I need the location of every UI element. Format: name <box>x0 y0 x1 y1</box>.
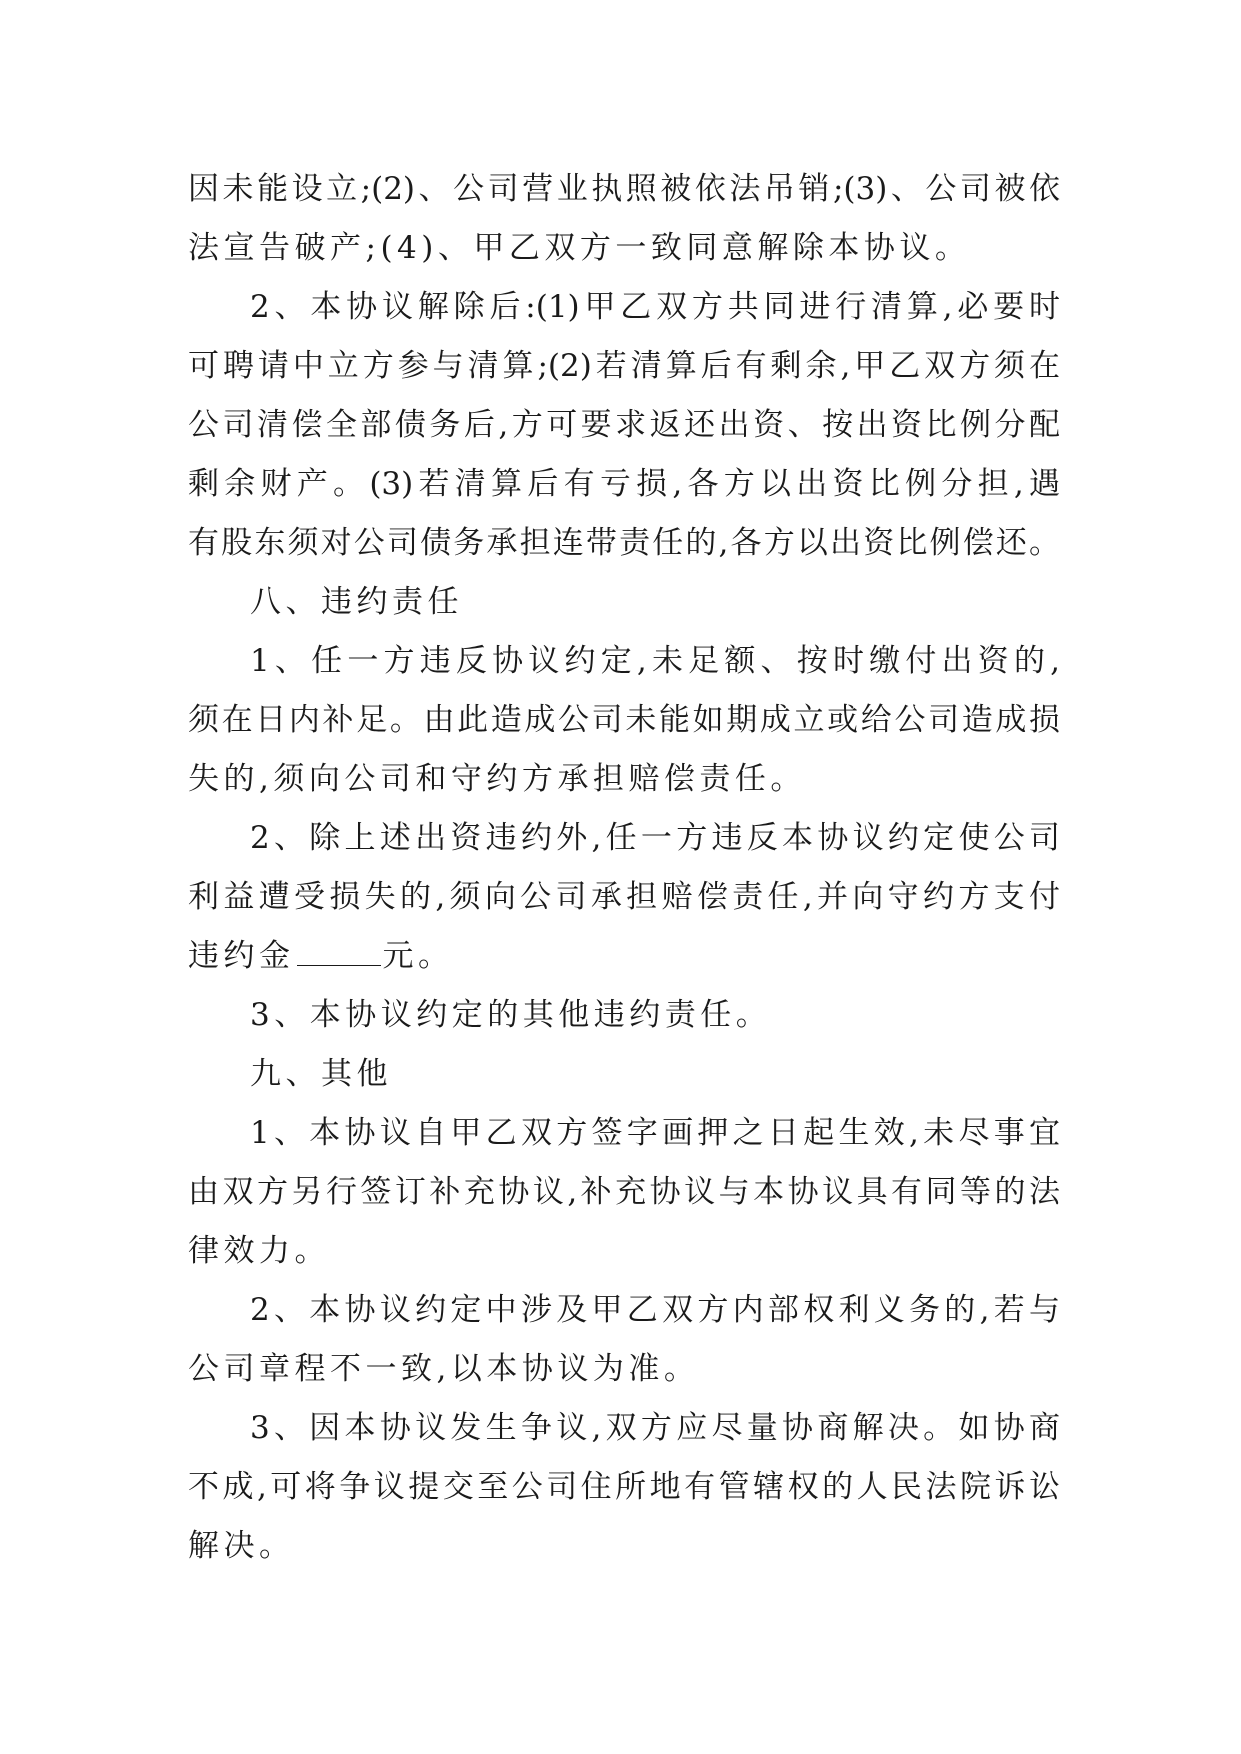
text-line: 由双方另行签订补充协议,补充协议与本协议具有同等的法 <box>188 1174 1060 1210</box>
text-line: 有股东须对公司债务承担连带责任的,各方以出资比例偿还。 <box>188 525 1060 561</box>
text-line: 3、本协议约定的其他违约责任。 <box>250 997 772 1033</box>
text-line: 公司章程不一致,以本协议为准。 <box>188 1351 700 1387</box>
text-line: 剩余财产。(3)若清算后有亏损,各方以出资比例分担,遇 <box>188 466 1060 502</box>
text-line: 法宣告破产;(4)、甲乙双方一致同意解除本协议。 <box>188 230 971 266</box>
penalty-amount-blank <box>297 939 381 966</box>
text-line: 解决。 <box>188 1528 295 1564</box>
text-line: 利益遭受损失的,须向公司承担赔偿责任,并向守约方支付 <box>188 879 1060 915</box>
section-heading: 九、其他 <box>250 1056 392 1092</box>
text-line: 失的,须向公司和守约方承担赔偿责任。 <box>188 761 806 797</box>
text-line: 因未能设立;(2)、公司营业执照被依法吊销;(3)、公司被依 <box>188 171 1060 207</box>
document-body <box>188 160 1060 1576</box>
text-line: 1、本协议自甲乙双方签字画押之日起生效,未尽事宜 <box>250 1115 1060 1151</box>
text-line: 3、因本协议发生争议,双方应尽量协商解决。如协商 <box>250 1410 1060 1446</box>
text-line: 可聘请中立方参与清算;(2)若清算后有剩余,甲乙双方须在 <box>188 348 1060 384</box>
text-line: 1、任一方违反协议约定,未足额、按时缴付出资的, <box>250 643 1060 679</box>
penalty-line <box>188 927 1060 986</box>
section-heading: 八、违约责任 <box>250 584 463 620</box>
text-line: 公司清偿全部债务后,方可要求返还出资、按出资比例分配 <box>188 407 1060 443</box>
text-line: 不成,可将争议提交至公司住所地有管辖权的人民法院诉讼 <box>188 1469 1060 1505</box>
text-line: 须在日内补足。由此造成公司未能如期成立或给公司造成损 <box>188 702 1060 738</box>
penalty-suffix: 元。 <box>382 938 454 974</box>
text-line: 2、本协议解除后:(1)甲乙双方共同进行清算,必要时 <box>250 289 1060 325</box>
text-line: 2、本协议约定中涉及甲乙双方内部权利义务的,若与 <box>250 1292 1060 1328</box>
penalty-prefix: 违约金 <box>188 938 295 974</box>
text-line: 律效力。 <box>188 1233 330 1269</box>
text-line: 2、除上述出资违约外,任一方违反本协议约定使公司 <box>250 820 1060 856</box>
